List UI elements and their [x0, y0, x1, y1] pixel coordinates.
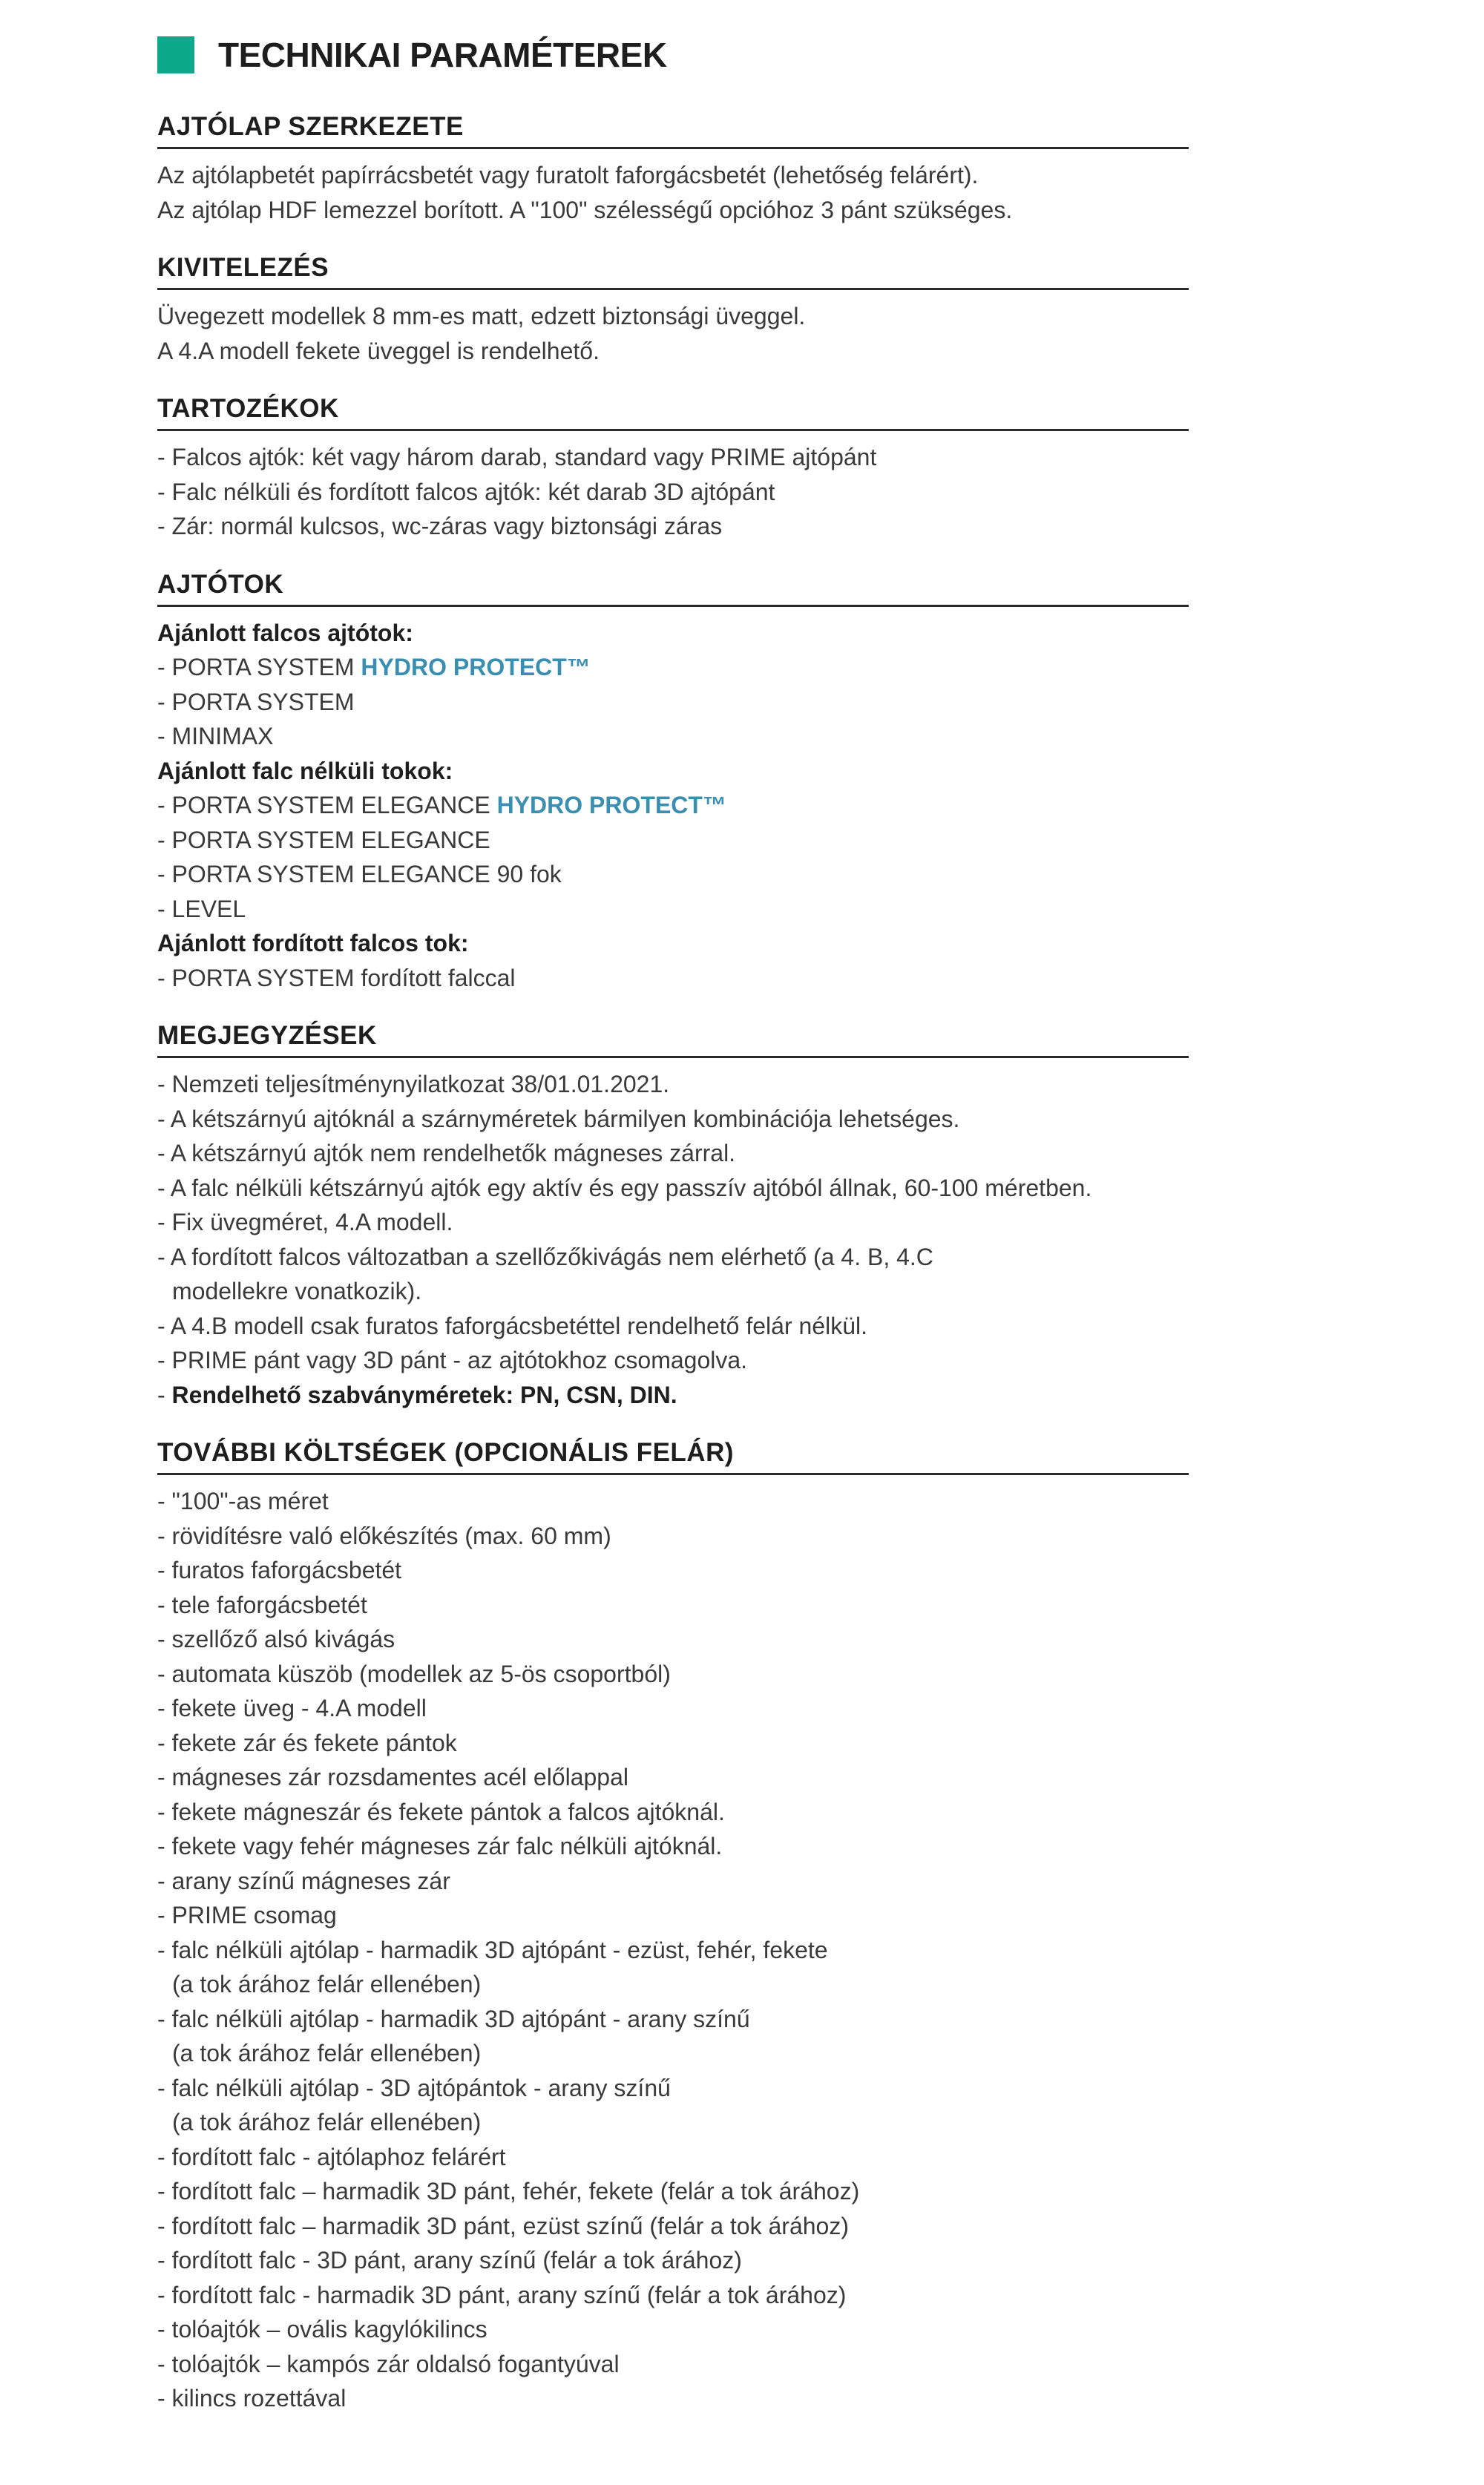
list-item: - Nemzeti teljesítménynyilatkozat 38/01.01.2021. — [157, 1071, 670, 1097]
section-kivitelezes — [157, 252, 1189, 368]
list-item: - A kétszárnyú ajtóknál a szárnyméretek bármilyen kombinációja lehetséges. — [157, 1105, 960, 1132]
list-item: - fordított falc - 3D pánt, arany színű (felár a tok árához) — [157, 2247, 742, 2274]
list-item: - PRIME csomag — [157, 1902, 337, 1928]
item-text: - falc nélküli ajtólap - harmadik 3D ajtópánt - arany színű — [157, 2005, 750, 2032]
list-item — [157, 2071, 1189, 2140]
subheading: Ajánlott falcos ajtótok: — [157, 619, 413, 646]
item-dash: - — [157, 1381, 172, 1408]
text-line: Az ajtólapbetét papírrácsbetét vagy furatolt faforgácsbetét (lehetőség felárért). — [157, 162, 979, 188]
list-item: - tolóajtók – kampós zár oldalsó fogantyúval — [157, 2350, 620, 2377]
list-item: - PORTA SYSTEM fordított falccal — [157, 964, 516, 991]
item-text: - falc nélküli ajtólap - 3D ajtópántok - arany színű — [157, 2074, 671, 2101]
list-item: - rövidítésre való előkészítés (max. 60 mm) — [157, 1522, 611, 1549]
hydro-protect-label: HYDRO PROTECT™ — [496, 792, 726, 818]
section-tartozekok — [157, 393, 1189, 544]
list-item: - fordított falc – harmadik 3D pánt, ezüst színű (felár a tok árához) — [157, 2212, 849, 2239]
list-item — [157, 788, 1189, 823]
list-item: - PRIME pánt vagy 3D pánt - az ajtótokhoz csomagolva. — [157, 1347, 748, 1373]
section-title: AJTÓLAP SZERKEZETE — [157, 111, 1189, 149]
section-title: KIVITELEZÉS — [157, 252, 1189, 290]
list-item: - szellőző alsó kivágás — [157, 1626, 395, 1652]
list-item: - arany színű mágneses zár — [157, 1867, 450, 1894]
list-item: - Zár: normál kulcsos, wc-záras vagy biztonsági záras — [157, 513, 723, 539]
list-item: - A kétszárnyú ajtók nem rendelhetők mágneses zárral. — [157, 1140, 736, 1166]
list-item — [157, 1378, 1189, 1413]
page-header — [157, 33, 667, 77]
list-item: - fekete üveg - 4.A modell — [157, 1695, 427, 1721]
list-item: - tolóajtók – ovális kagylókilincs — [157, 2316, 487, 2343]
list-item: - fordított falc - ajtólaphoz felárért — [157, 2143, 506, 2170]
list-item — [157, 2002, 1189, 2071]
section-title: TOVÁBBI KÖLTSÉGEK (OPCIONÁLIS FELÁR) — [157, 1437, 1189, 1475]
content — [157, 111, 1189, 2441]
list-item: - fekete vagy fehér mágneses zár falc nélküli ajtóknál. — [157, 1833, 723, 1859]
list-item: - LEVEL — [157, 895, 246, 922]
list-item: - PORTA SYSTEM — [157, 688, 355, 715]
page-title: TECHNIKAI PARAMÉTEREK — [218, 36, 667, 74]
list-item: - A 4.B modell csak furatos faforgácsbetéttel rendelhető felár nélkül. — [157, 1312, 867, 1339]
list-item: - tele faforgácsbetét — [157, 1591, 367, 1618]
list-item: - fordított falc – harmadik 3D pánt, fehér, fekete (felár a tok árához) — [157, 2178, 860, 2205]
list-item — [157, 650, 1189, 685]
item-text: - PORTA SYSTEM — [157, 654, 361, 680]
list-item: - furatos faforgácsbetét — [157, 1557, 402, 1583]
item-text: - PORTA SYSTEM ELEGANCE — [157, 792, 497, 818]
list-item: - A falc nélküli kétszárnyú ajtók egy aktív és egy passzív ajtóból állnak, 60-100 méretben. — [157, 1174, 1092, 1201]
item-text: - falc nélküli ajtólap - harmadik 3D ajtópánt - ezüst, fehér, fekete — [157, 1936, 828, 1963]
section-ajtolap — [157, 111, 1189, 227]
item-text-continued: (a tok árához felár ellenében) — [172, 1971, 482, 1997]
subheading: Ajánlott falc nélküli tokok: — [157, 757, 453, 784]
section-title: TARTOZÉKOK — [157, 393, 1189, 431]
list-item: - Fix üvegméret, 4.A modell. — [157, 1209, 453, 1235]
list-item: - fekete mágneszár és fekete pántok a falcos ajtóknál. — [157, 1798, 725, 1825]
list-item: - fekete zár és fekete pántok — [157, 1729, 457, 1756]
section-koltsegek — [157, 1437, 1189, 2416]
list-item: - Falcos ajtók: két vagy három darab, standard vagy PRIME ajtópánt — [157, 444, 877, 470]
section-title: MEGJEGYZÉSEK — [157, 1020, 1189, 1058]
section-megjegyzesek — [157, 1020, 1189, 1412]
text-line: Üvegezett modellek 8 mm-es matt, edzett biztonsági üveggel. — [157, 303, 806, 329]
item-text-continued: modellekre vonatkozik). — [172, 1278, 422, 1304]
item-text-continued: (a tok árához felár ellenében) — [172, 2109, 482, 2136]
section-title: AJTÓTOK — [157, 569, 1189, 607]
list-item: - MINIMAX — [157, 723, 274, 749]
list-item: - mágneses zár rozsdamentes acél előlappal — [157, 1764, 628, 1790]
list-item: - fordított falc - harmadik 3D pánt, arany színű (felár a tok árához) — [157, 2281, 847, 2308]
text-line: Az ajtólap HDF lemezzel borított. A "100" szélességű opcióhoz 3 pánt szükséges. — [157, 196, 1013, 223]
header-square-icon — [157, 36, 194, 73]
list-item: - kilincs rozettával — [157, 2385, 347, 2412]
item-text-bold: Rendelhető szabványméretek: PN, CSN, DIN. — [171, 1381, 677, 1408]
list-item — [157, 1933, 1189, 2002]
section-ajtotok — [157, 569, 1189, 996]
hydro-protect-label: HYDRO PROTECT™ — [361, 654, 591, 680]
item-text-continued: (a tok árához felár ellenében) — [172, 2040, 482, 2067]
list-item — [157, 1240, 1189, 1309]
list-item: - automata küszöb (modellek az 5-ös csoportból) — [157, 1660, 671, 1687]
list-item: - "100"-as méret — [157, 1488, 329, 1514]
text-line: A 4.A modell fekete üveggel is rendelhető. — [157, 337, 600, 364]
list-item: - Falc nélküli és fordított falcos ajtók: két darab 3D ajtópánt — [157, 478, 775, 505]
list-item: - PORTA SYSTEM ELEGANCE 90 fok — [157, 861, 562, 887]
list-item: - PORTA SYSTEM ELEGANCE — [157, 826, 490, 853]
item-text: - A fordított falcos változatban a szellőzőkivágás nem elérhető (a 4. B, 4.C — [157, 1243, 933, 1270]
subheading: Ajánlott fordított falcos tok: — [157, 930, 469, 956]
